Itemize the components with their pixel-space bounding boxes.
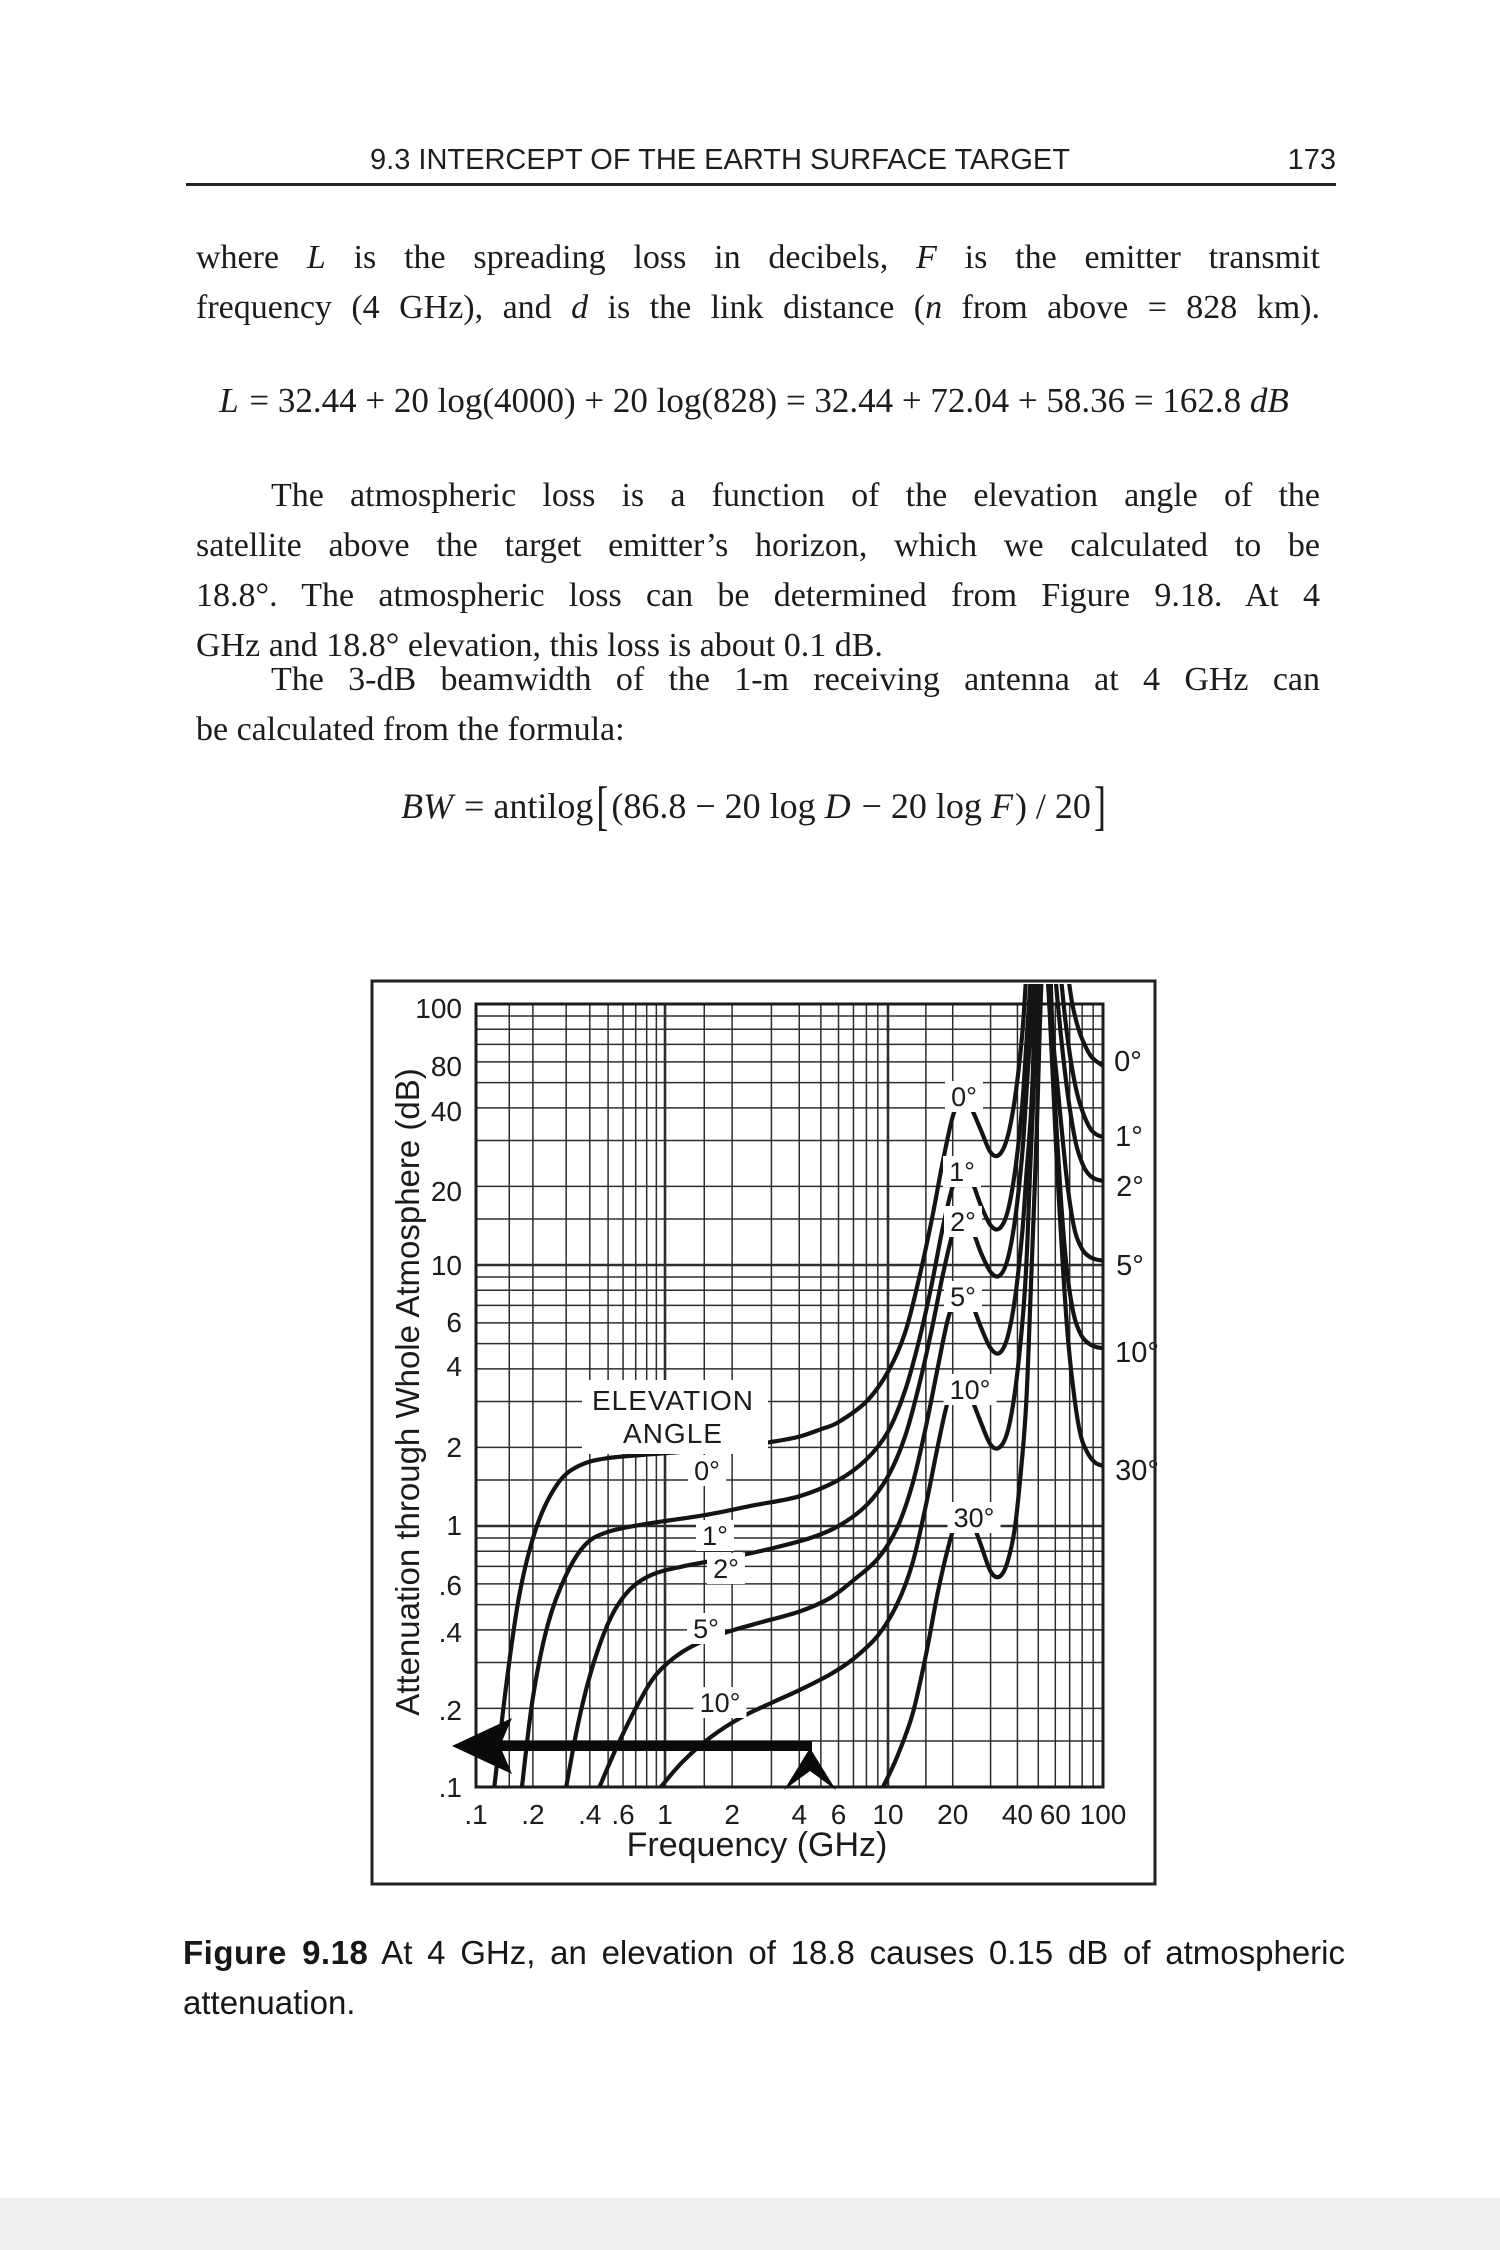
- svg-text:.1: .1: [464, 1799, 488, 1830]
- body-text-line: frequency (4 GHz), and d is the link distance (n from above = 828 km).: [196, 289, 1321, 326]
- svg-text:10°: 10°: [949, 1375, 991, 1405]
- svg-text:20: 20: [430, 1176, 462, 1207]
- body-text-line: where L is the spreading loss in decibels, F is the emitter transmit: [196, 239, 1321, 276]
- caption-line: attenuation.: [183, 1984, 356, 2021]
- svg-text:2: 2: [446, 1432, 462, 1463]
- svg-text:2°: 2°: [713, 1554, 739, 1584]
- curve-labels-low-frequency: [687, 1455, 747, 1718]
- body-text-line: The atmospheric loss is a function of the elevation angle of the: [271, 477, 1320, 514]
- svg-text:4: 4: [446, 1351, 462, 1382]
- paragraph-1: [196, 233, 1320, 333]
- svg-text:20: 20: [937, 1799, 969, 1830]
- paragraph-2: [196, 471, 1320, 671]
- svg-text:1°: 1°: [949, 1157, 975, 1187]
- svg-text:1: 1: [446, 1510, 462, 1541]
- svg-text:ANGLE: ANGLE: [623, 1418, 723, 1449]
- curve-labels-peak-region: [943, 1081, 1001, 1533]
- body-text-line: satellite above the target emitter’s horizon, which we calculated to be: [196, 527, 1320, 564]
- svg-text:80: 80: [430, 1051, 462, 1082]
- svg-text:.2: .2: [438, 1695, 462, 1726]
- svg-text:4: 4: [791, 1799, 808, 1830]
- scan-shadow-band: [0, 2198, 1500, 2250]
- svg-text:40: 40: [430, 1096, 462, 1127]
- equation-beamwidth: BW = antilog[(86.8 − 20 log D − 20 log F) / 20]: [401, 776, 1106, 836]
- svg-text:5°: 5°: [693, 1614, 719, 1644]
- svg-text:100: 100: [415, 993, 462, 1024]
- paragraph-3: [196, 655, 1320, 755]
- body-text-line: 18.8°. The atmospheric loss can be determined from Figure 9.18. At 4: [196, 577, 1320, 614]
- svg-text:.4: .4: [438, 1617, 462, 1648]
- figure-caption: [183, 1928, 1345, 2028]
- attenuation-vs-frequency-chart: [370, 976, 1160, 1890]
- svg-text:30°: 30°: [953, 1503, 995, 1533]
- caption-line: Figure 9.18 At 4 GHz, an elevation of 18.8 causes 0.15 dB of atmospheric: [183, 1934, 1346, 1971]
- svg-text:100: 100: [1079, 1799, 1127, 1830]
- svg-text:1: 1: [657, 1799, 673, 1830]
- svg-text:10°: 10°: [1115, 1337, 1159, 1369]
- svg-text:.6: .6: [438, 1570, 462, 1601]
- svg-text:0°: 0°: [1114, 1046, 1142, 1078]
- svg-text:10: 10: [430, 1250, 462, 1281]
- svg-text:.4: .4: [578, 1799, 602, 1830]
- svg-text:2°: 2°: [1116, 1171, 1144, 1203]
- svg-text:.1: .1: [438, 1772, 462, 1803]
- section-header: 9.3 INTERCEPT OF THE EARTH SURFACE TARGET: [370, 144, 1070, 176]
- header-rule: [186, 183, 1336, 186]
- svg-text:30°: 30°: [1115, 1455, 1159, 1487]
- svg-text:1°: 1°: [702, 1521, 728, 1551]
- elevation-angle-label: [582, 1380, 768, 1454]
- svg-text:40: 40: [1001, 1799, 1034, 1830]
- body-text-line: be calculated from the formula:: [196, 711, 625, 748]
- svg-text:5°: 5°: [950, 1282, 976, 1312]
- svg-text:6: 6: [446, 1307, 462, 1338]
- equation-spreading-loss: L = 32.44 + 20 log(4000) + 20 log(828) = 32.44 + 72.04 + 58.36 = 162.8 dB: [219, 381, 1289, 420]
- svg-text:0°: 0°: [951, 1082, 977, 1112]
- svg-text:10: 10: [872, 1799, 904, 1830]
- body-text-line: GHz and 18.8° elevation, this loss is about 0.1 dB.: [196, 627, 883, 664]
- svg-text:10°: 10°: [699, 1688, 741, 1718]
- svg-text:.2: .2: [521, 1799, 545, 1830]
- curve-labels-right-edge: [1114, 1046, 1159, 1487]
- page-number: 173: [1287, 144, 1336, 176]
- svg-text:1°: 1°: [1115, 1121, 1143, 1153]
- svg-text:.6: .6: [611, 1799, 635, 1830]
- svg-text:5°: 5°: [1116, 1250, 1144, 1282]
- svg-text:ELEVATION: ELEVATION: [591, 1385, 755, 1416]
- svg-text:2°: 2°: [950, 1207, 976, 1237]
- y-axis-title: Attenuation through Whole Atmosphere (dB): [389, 1068, 426, 1716]
- svg-text:6: 6: [830, 1799, 847, 1830]
- svg-text:60: 60: [1039, 1799, 1071, 1830]
- x-axis-title: Frequency (GHz): [626, 1826, 888, 1864]
- figure-9-18: [370, 976, 1160, 1890]
- body-text-line: The 3-dB beamwidth of the 1-m receiving antenna at 4 GHz can: [271, 661, 1320, 698]
- svg-text:2: 2: [724, 1799, 740, 1830]
- svg-text:0°: 0°: [694, 1456, 720, 1486]
- arrow-up-head: [784, 1748, 836, 1790]
